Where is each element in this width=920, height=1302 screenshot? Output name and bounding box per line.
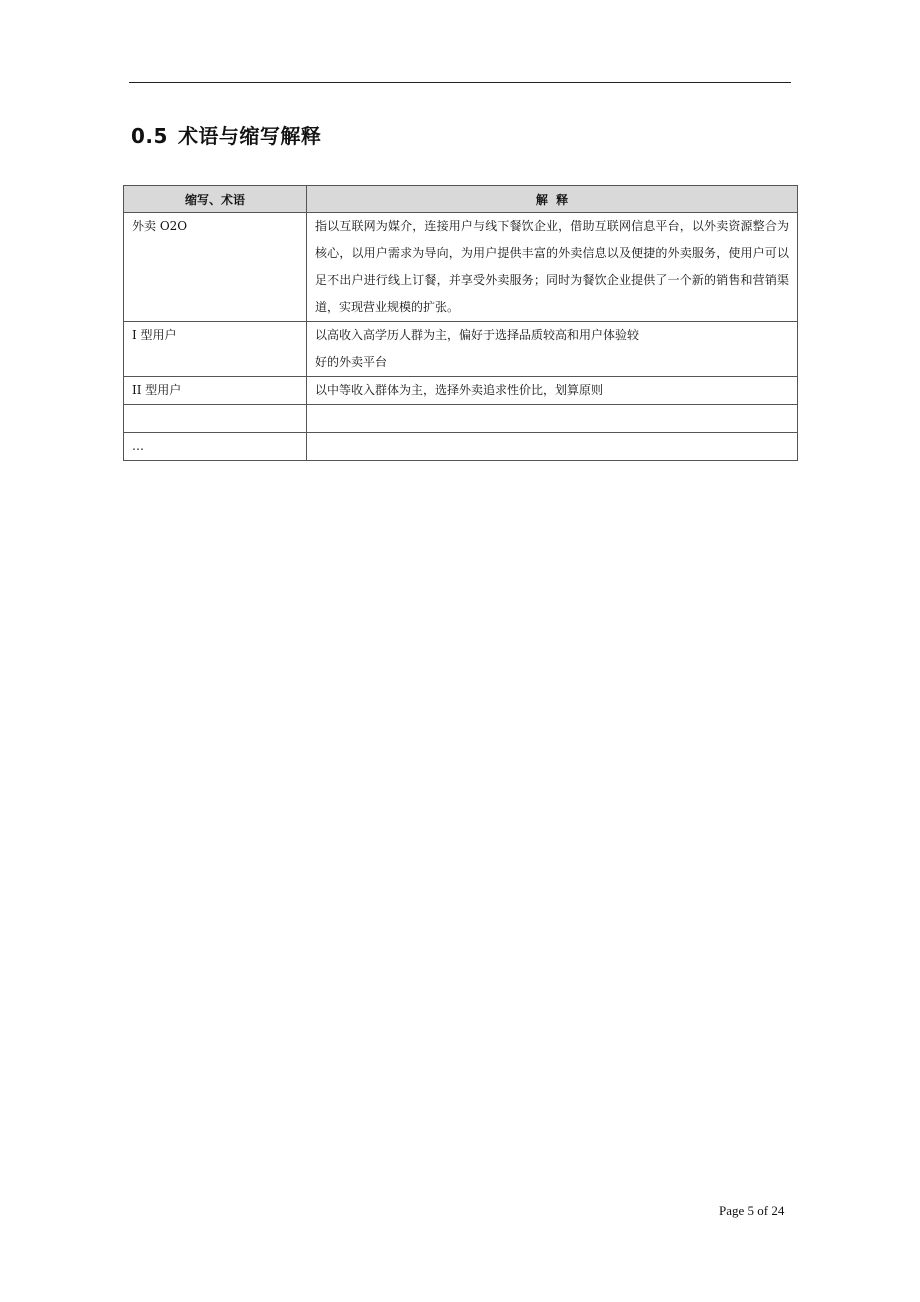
definition-cell: 以中等收入群体为主，选择外卖追求性价比，划算原则 bbox=[307, 377, 798, 405]
term-cell: I 型用户 bbox=[124, 322, 307, 377]
table-row bbox=[124, 433, 798, 461]
term-cell: II 型用户 bbox=[124, 377, 307, 405]
header-term: 缩写、术语 bbox=[124, 186, 307, 213]
term-cell bbox=[124, 405, 307, 433]
header-rule bbox=[129, 82, 791, 83]
definition-cell: 指以互联网为媒介，连接用户与线下餐饮企业，借助互联网信息平台，以外卖资源整合为核心，以用户需求为导向，为用户提供丰富的外卖信息以及便捷的外卖服务，使用户可以足不出户进行线上订餐，并享受外卖服务；同时为餐饮企业提供了一个新的销售和营销渠道，实现营业规模的扩张。 bbox=[307, 213, 798, 322]
definition-line: 以高收入高学历人群为主，偏好于选择品质较高和用户体验较 bbox=[315, 328, 640, 342]
definition-line: 好的外卖平台 bbox=[315, 355, 388, 369]
table-row bbox=[124, 213, 798, 322]
table-row bbox=[124, 322, 798, 377]
table-row bbox=[124, 405, 798, 433]
definition-cell bbox=[307, 405, 798, 433]
definition-cell bbox=[307, 322, 798, 377]
table-header-row bbox=[124, 186, 798, 213]
section-number: 0.5 bbox=[131, 124, 168, 148]
page-number: Page 5 of 24 bbox=[719, 1203, 785, 1218]
section-heading bbox=[131, 120, 321, 149]
section-title: 术语与缩写解释 bbox=[177, 124, 322, 148]
term-cell: 外卖 O2O bbox=[124, 213, 307, 322]
definition-cell bbox=[307, 433, 798, 461]
header-definition: 解 释 bbox=[307, 186, 798, 213]
table-row bbox=[124, 377, 798, 405]
term-cell: … bbox=[124, 433, 307, 461]
terms-table bbox=[123, 185, 798, 461]
